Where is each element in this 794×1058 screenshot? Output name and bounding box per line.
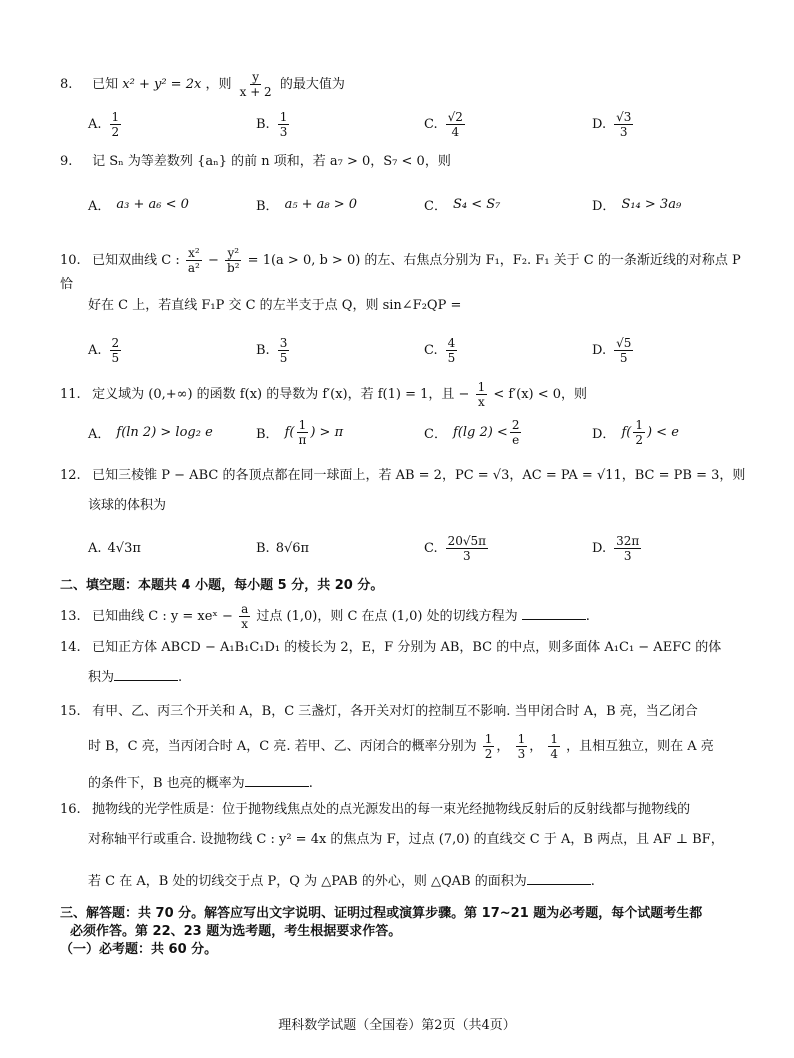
denominator: 3 bbox=[279, 124, 288, 139]
fraction bbox=[239, 602, 250, 631]
answer-blank[interactable] bbox=[245, 772, 309, 787]
option-c bbox=[424, 104, 467, 144]
option-d bbox=[592, 104, 635, 144]
option-b bbox=[256, 528, 309, 568]
denominator: 4 bbox=[550, 747, 559, 761]
option-label: B. bbox=[256, 116, 270, 132]
options-q11 bbox=[88, 412, 748, 452]
answer-blank[interactable] bbox=[522, 605, 586, 620]
question-15-line2 bbox=[88, 732, 748, 761]
denominator: x + 2 bbox=[239, 85, 272, 99]
option-label: D. bbox=[592, 116, 607, 132]
question-16-line2: 对称轴平行或重合. 设抛物线 C : y² = 4x 的焦点为 F，过点 (7,0) 的直线交 C 于 A，B 两点，且 AF ⊥ BF， bbox=[88, 832, 724, 847]
options-q12 bbox=[88, 528, 748, 568]
question-text: = 1(a > 0, b > 0) 的左、右焦点分别为 F₁，F₂. F₁ 关于 C 的一条渐近线的对称点 P 恰 bbox=[60, 253, 741, 292]
question-number: 15. bbox=[60, 704, 81, 719]
option-c bbox=[424, 412, 523, 452]
denominator: 3 bbox=[463, 548, 471, 563]
question-text: 已知曲线 C : y = xeˣ − bbox=[92, 609, 233, 624]
fraction bbox=[186, 246, 202, 275]
numerator: 1 bbox=[111, 109, 120, 124]
option-text: f( bbox=[284, 424, 295, 440]
numerator: 1 bbox=[635, 417, 643, 432]
question-text: 已知正方体 ABCD − A₁B₁C₁D₁ 的棱长为 2，E，F 分别为 AB，BC 的中点，则多面体 A₁C₁ − AEFC 的体 bbox=[92, 640, 722, 655]
denominator: 5 bbox=[619, 350, 628, 365]
fraction bbox=[614, 534, 641, 563]
option-label: C． bbox=[424, 426, 447, 442]
options-q10 bbox=[88, 330, 748, 370]
option-c bbox=[424, 330, 459, 370]
question-13 bbox=[60, 602, 750, 631]
option-label: C. bbox=[424, 540, 438, 556]
fraction bbox=[238, 70, 274, 99]
question-text: 已知双曲线 C : bbox=[92, 253, 180, 268]
question-number: 12. bbox=[60, 468, 81, 483]
option-text: S₄ < S₇ bbox=[452, 196, 501, 212]
fraction bbox=[476, 380, 488, 409]
question-14 bbox=[60, 638, 750, 658]
numerator: 1 bbox=[550, 732, 559, 746]
numerator: 3 bbox=[279, 335, 288, 350]
separator: ， bbox=[529, 739, 543, 754]
fraction bbox=[548, 732, 560, 761]
section-heading-fill-blank: 二、填空题：本题共 4 小题，每小题 5 分，共 20 分。 bbox=[60, 578, 384, 593]
separator: ， bbox=[496, 739, 510, 754]
option-label: A． bbox=[88, 426, 111, 442]
option-a bbox=[88, 412, 213, 452]
numerator: a bbox=[241, 602, 249, 616]
option-text: ) > π bbox=[310, 424, 344, 440]
option-b bbox=[256, 104, 291, 144]
question-text: 已知三棱锥 P − ABC 的各顶点都在同一球面上，若 AB = 2，PC = √3，AC = PA = √11，BC = PB = 3，则 bbox=[92, 468, 746, 483]
denominator: 2 bbox=[484, 747, 493, 761]
denominator: π bbox=[298, 432, 307, 447]
question-number: 16. bbox=[60, 802, 81, 817]
question-number: 11. bbox=[60, 387, 81, 402]
option-label: D. bbox=[592, 342, 607, 358]
period: . bbox=[590, 874, 595, 889]
option-label: B． bbox=[256, 426, 279, 442]
numerator: 1 bbox=[298, 417, 307, 432]
question-text: 时 B，C 亮，当丙闭合时 A，C 亮. 若甲、乙、丙闭合的概率分别为 bbox=[88, 739, 477, 754]
section-heading-solutions: 三、解答题：共 70 分。解答应写出文字说明、证明过程或演算步骤。第 17~21 题为必考题，每个试题考生都 bbox=[60, 906, 703, 921]
denominator: b² bbox=[227, 261, 240, 275]
numerator: 1 bbox=[484, 732, 493, 746]
denominator: 3 bbox=[623, 548, 632, 563]
denominator: 2 bbox=[111, 124, 120, 139]
question-text: 的最大值为 bbox=[279, 77, 345, 92]
question-12-line2: 该球的体积为 bbox=[88, 498, 167, 513]
option-label: D. bbox=[592, 540, 607, 556]
numerator: 32π bbox=[616, 533, 640, 548]
fraction bbox=[614, 336, 633, 365]
question-14-line2 bbox=[88, 666, 748, 688]
question-number: 10. bbox=[60, 253, 81, 268]
numerator: √3 bbox=[616, 109, 632, 124]
denominator: x bbox=[241, 617, 249, 631]
option-text: S₁₄ > 3a₉ bbox=[621, 196, 682, 212]
question-text: ，且相互独立，则在 A 亮 bbox=[566, 739, 714, 754]
question-15-line3 bbox=[88, 772, 748, 794]
denominator: 5 bbox=[111, 350, 120, 365]
fraction bbox=[510, 418, 522, 447]
page-footer: 理科数学试题（全国卷）第2页（共4页） bbox=[278, 1018, 516, 1033]
question-number: 8. bbox=[60, 77, 73, 92]
fraction bbox=[110, 336, 122, 365]
question-12 bbox=[60, 466, 750, 486]
option-text: 8√6π bbox=[275, 540, 310, 556]
period: . bbox=[585, 609, 590, 624]
denominator: 3 bbox=[517, 747, 526, 761]
option-label: A. bbox=[88, 116, 102, 132]
option-label: C． bbox=[424, 198, 447, 214]
question-9 bbox=[60, 152, 750, 172]
fraction bbox=[516, 732, 528, 761]
fraction bbox=[110, 110, 122, 139]
option-b bbox=[256, 330, 291, 370]
option-text: a₅ + a₈ > 0 bbox=[284, 196, 358, 212]
fraction bbox=[483, 732, 495, 761]
denominator: 5 bbox=[279, 350, 288, 365]
numerator: 1 bbox=[279, 109, 288, 124]
math-operator: − bbox=[207, 253, 219, 268]
denominator: 5 bbox=[447, 350, 456, 365]
question-10 bbox=[60, 246, 750, 295]
option-a bbox=[88, 528, 141, 568]
fraction bbox=[614, 110, 633, 139]
period: . bbox=[308, 776, 313, 791]
period: . bbox=[178, 670, 183, 685]
numerator: 1 bbox=[477, 380, 486, 394]
numerator: 2 bbox=[511, 417, 520, 432]
numerator: √2 bbox=[447, 109, 463, 124]
denominator: 2 bbox=[635, 432, 643, 447]
question-10-line2: 好在 C 上，若直线 F₁P 交 C 的左半支于点 Q，则 sin∠F₂QP = bbox=[88, 298, 462, 313]
option-text: ) < e bbox=[646, 424, 679, 440]
question-text: 抛物线的光学性质是：位于抛物线焦点处的点光源发出的每一束光经抛物线反射后的反射线都与抛物线的 bbox=[92, 802, 691, 817]
option-label: A. bbox=[88, 540, 102, 556]
options-q8 bbox=[88, 104, 748, 144]
option-a bbox=[88, 184, 189, 224]
fraction bbox=[278, 110, 290, 139]
fraction bbox=[446, 110, 465, 139]
option-c bbox=[424, 528, 490, 568]
denominator: 3 bbox=[619, 124, 628, 139]
fraction bbox=[633, 418, 645, 447]
question-text: 定义域为 (0,+∞) 的函数 f(x) 的导数为 f′(x)，若 f(1) = 1，且 − bbox=[92, 387, 470, 402]
question-text: 过点 (1,0)，则 C 在点 (1,0) 处的切线方程为 bbox=[256, 609, 518, 624]
numerator: 4 bbox=[447, 335, 456, 350]
option-label: D． bbox=[592, 426, 616, 442]
option-label: B. bbox=[256, 342, 270, 358]
option-d bbox=[592, 184, 681, 224]
option-c bbox=[424, 184, 500, 224]
numerator: 20√5π bbox=[447, 533, 487, 548]
option-label: A. bbox=[88, 342, 102, 358]
question-8 bbox=[60, 70, 750, 99]
option-text: f(ln 2) > log₂ e bbox=[116, 424, 213, 440]
option-text: 4√3π bbox=[107, 540, 141, 556]
answer-blank[interactable] bbox=[114, 666, 178, 681]
option-b bbox=[256, 184, 357, 224]
fraction bbox=[446, 534, 488, 563]
option-b bbox=[256, 412, 343, 452]
numerator: x² bbox=[188, 246, 200, 260]
question-text: 的条件下，B 也亮的概率为 bbox=[88, 776, 245, 791]
denominator: a² bbox=[187, 261, 200, 275]
option-a bbox=[88, 104, 123, 144]
question-15 bbox=[60, 702, 750, 722]
question-16-line3 bbox=[88, 870, 748, 892]
section-heading-solutions-cont: 必须作答。第 22、23 题为选考题，考生根据要求作答。 bbox=[70, 924, 402, 939]
fraction bbox=[296, 418, 308, 447]
denominator: e bbox=[512, 432, 520, 447]
question-text: 有甲、乙、丙三个开关和 A，B，C 三盏灯，各开关对灯的控制互不影响. 当甲闭合时 A，B 亮，当乙闭合 bbox=[92, 704, 698, 719]
question-text: 记 Sₙ 为等差数列 {aₙ} 的前 n 项和，若 a₇ > 0，S₇ < 0，则 bbox=[92, 154, 451, 169]
option-a bbox=[88, 330, 123, 370]
numerator: 1 bbox=[517, 732, 526, 746]
fraction bbox=[225, 246, 242, 275]
option-label: B． bbox=[256, 198, 279, 214]
question-text: 已知 bbox=[92, 77, 119, 92]
question-number: 14. bbox=[60, 640, 81, 655]
question-11 bbox=[60, 380, 750, 409]
option-label: A． bbox=[88, 198, 111, 214]
answer-blank[interactable] bbox=[527, 870, 591, 885]
option-d bbox=[592, 528, 643, 568]
option-label: C. bbox=[424, 116, 438, 132]
fraction bbox=[446, 336, 458, 365]
fraction bbox=[278, 336, 290, 365]
option-d bbox=[592, 412, 679, 452]
question-16 bbox=[60, 800, 750, 820]
option-label: C. bbox=[424, 342, 438, 358]
section-subheading-required: （一）必考题：共 60 分。 bbox=[60, 942, 218, 957]
option-d bbox=[592, 330, 635, 370]
option-text: f( bbox=[621, 424, 632, 440]
question-text: < f′(x) < 0，则 bbox=[493, 387, 588, 402]
option-text: a₃ + a₆ < 0 bbox=[116, 196, 189, 212]
question-text: 若 C 在 A，B 处的切线交于点 P，Q 为 △PAB 的外心，则 △QAB 的面积为 bbox=[88, 874, 527, 889]
numerator: √5 bbox=[616, 335, 632, 350]
denominator: 4 bbox=[451, 124, 460, 139]
options-q9 bbox=[88, 184, 748, 224]
denominator: x bbox=[477, 395, 485, 409]
numerator: y bbox=[252, 70, 260, 84]
numerator: 2 bbox=[111, 335, 120, 350]
option-text: f(lg 2) < bbox=[452, 424, 508, 440]
question-text: ，则 bbox=[205, 77, 232, 92]
question-number: 9. bbox=[60, 154, 73, 169]
question-number: 13. bbox=[60, 609, 81, 624]
option-label: D． bbox=[592, 198, 616, 214]
option-label: B. bbox=[256, 540, 270, 556]
numerator: y² bbox=[227, 246, 240, 260]
math-expression: x² + y² = 2x bbox=[122, 77, 202, 92]
question-text: 积为 bbox=[88, 670, 115, 685]
